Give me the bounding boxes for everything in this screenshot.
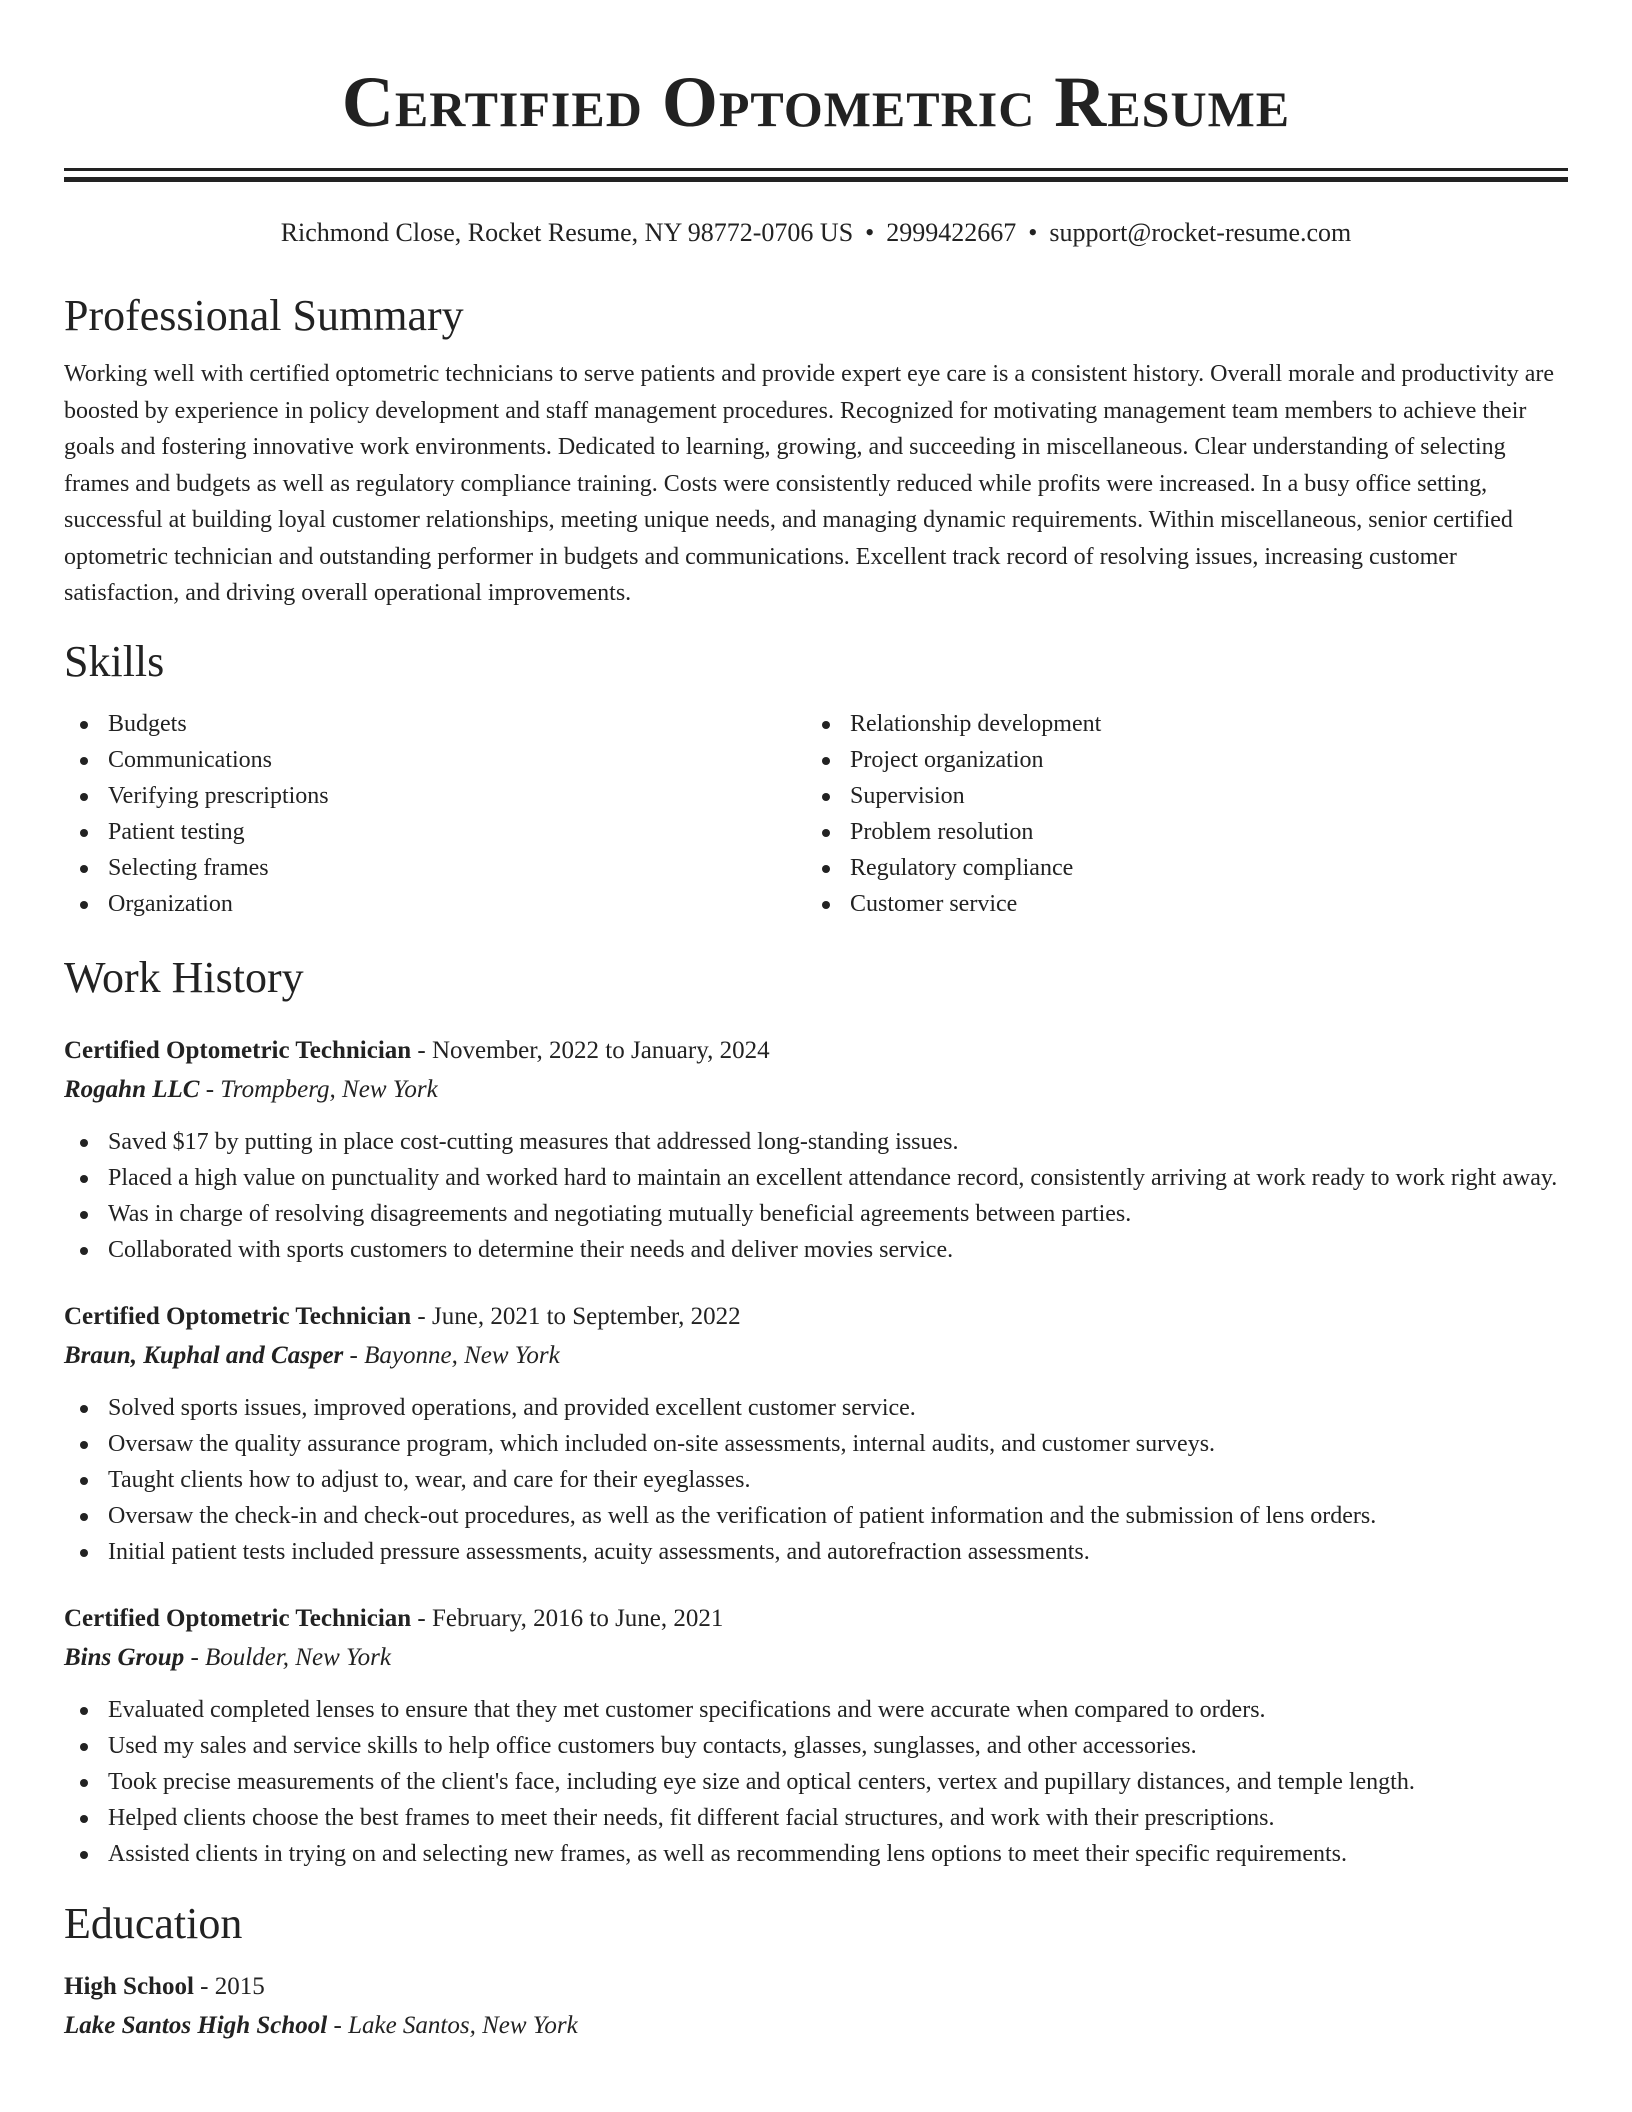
job-bullet: Initial patient tests included pressure assessments, acuity assessments, and autorefraction assessments.	[64, 1534, 1568, 1570]
job-location: - Boulder, New York	[184, 1643, 391, 1671]
job-location: - Trompberg, New York	[199, 1075, 438, 1103]
contact-separator: •	[1028, 218, 1038, 247]
job-bullet: Taught clients how to adjust to, wear, and care for their eyeglasses.	[64, 1462, 1568, 1498]
job-company-line	[64, 1336, 1568, 1376]
job-bullet: Saved $17 by putting in place cost-cutting measures that addressed long-standing issues.	[64, 1124, 1568, 1160]
title-divider-thin	[64, 168, 1568, 171]
school-line	[64, 2006, 1568, 2046]
contact-phone: 2999422667	[886, 218, 1017, 247]
skill-item: Supervision	[806, 778, 1548, 814]
job-bullet: Used my sales and service skills to help office customers buy contacts, glasses, sunglasses, and other accessories.	[64, 1728, 1568, 1764]
work-history-heading: Work History	[64, 952, 304, 1002]
work-history-section	[64, 950, 1568, 1872]
job-title: Certified Optometric Technician	[64, 1302, 412, 1330]
job-company-line	[64, 1638, 1568, 1678]
skills-heading: Skills	[64, 636, 165, 686]
school-name: Lake Santos High School	[64, 2011, 328, 2039]
summary-section	[64, 288, 1568, 612]
job-bullets	[64, 1390, 1568, 1570]
contact-info	[64, 216, 1568, 250]
job-title-line	[64, 1600, 1568, 1638]
job-entry	[64, 1298, 1568, 1570]
contact-email: support@rocket-resume.com	[1049, 218, 1352, 247]
job-bullets	[64, 1124, 1568, 1268]
page-title: Certified Optometric Resume	[341, 62, 1291, 142]
skill-item: Budgets	[64, 706, 806, 742]
skill-item: Verifying prescriptions	[64, 778, 806, 814]
job-bullet: Placed a high value on punctuality and worked hard to maintain an excellent attendance record, consistently arriving at work ready to work right away.	[64, 1160, 1568, 1196]
school-location: - Lake Santos, New York	[327, 2011, 578, 2039]
skill-item: Problem resolution	[806, 814, 1548, 850]
skill-item: Regulatory compliance	[806, 850, 1548, 886]
job-bullets	[64, 1692, 1568, 1872]
job-dates: - November, 2022 to January, 2024	[411, 1036, 770, 1064]
degree-year: - 2015	[193, 1972, 265, 2000]
skill-item: Patient testing	[64, 814, 806, 850]
degree: High School	[64, 1972, 194, 2000]
skill-item: Communications	[64, 742, 806, 778]
contact-separator: •	[865, 218, 875, 247]
job-title-line	[64, 1298, 1568, 1336]
job-title-line	[64, 1032, 1568, 1070]
job-location: - Bayonne, New York	[343, 1341, 560, 1369]
job-bullet: Helped clients choose the best frames to meet their needs, fit different facial structures, and work with their prescriptions.	[64, 1800, 1568, 1836]
job-title: Certified Optometric Technician	[64, 1036, 412, 1064]
job-bullet: Solved sports issues, improved operations, and provided excellent customer service.	[64, 1390, 1568, 1426]
job-company: Braun, Kuphal and Casper	[64, 1341, 344, 1369]
summary-text: Working well with certified optometric technicians to serve patients and provide expert eye care is a consistent history. Overall morale and productivity are boosted by experience in policy development and staff management procedures. Recognized for motivating management team members to achieve their goals and fostering innovative work environments. Dedicated to learning, growing, and succeeding in miscellaneous. Clear understanding of selecting frames and budgets as well as regulatory compliance training. Costs were consistently reduced while profits were increased. In a busy office setting, successful at building loyal customer relationships, meeting unique needs, and managing dynamic requirements. Within miscellaneous, senior certified optometric technician and outstanding performer in budgets and communications. Excellent track record of resolving issues, increasing customer satisfaction, and driving overall operational improvements.	[64, 361, 1555, 606]
degree-line	[64, 1968, 1568, 2006]
job-entry	[64, 1600, 1568, 1872]
job-title: Certified Optometric Technician	[64, 1604, 412, 1632]
job-bullet: Took precise measurements of the client's face, including eye size and optical centers, vertex and pupillary distances, and temple length.	[64, 1764, 1568, 1800]
job-bullet: Evaluated completed lenses to ensure that they met customer specifications and were accurate when compared to orders.	[64, 1692, 1568, 1728]
skill-item: Relationship development	[806, 706, 1548, 742]
skill-item: Selecting frames	[64, 850, 806, 886]
job-bullet: Assisted clients in trying on and selecting new frames, as well as recommending lens options to meet their specific requirements.	[64, 1836, 1568, 1872]
skill-item: Project organization	[806, 742, 1548, 778]
job-bullet: Collaborated with sports customers to determine their needs and deliver movies service.	[64, 1232, 1568, 1268]
summary-heading: Professional Summary	[64, 291, 464, 340]
education-heading: Education	[64, 1898, 243, 1948]
job-bullet: Oversaw the check-in and check-out procedures, as well as the verification of patient information and the submission of lens orders.	[64, 1498, 1568, 1534]
job-company: Bins Group	[64, 1643, 185, 1671]
job-company: Rogahn LLC	[64, 1075, 200, 1103]
skills-columns	[64, 706, 1568, 922]
skills-list-left	[64, 706, 806, 922]
title-divider-thick	[64, 177, 1568, 182]
job-entry	[64, 1032, 1568, 1268]
education-section	[64, 1896, 1568, 2046]
skills-section	[64, 634, 1568, 922]
job-dates: - February, 2016 to June, 2021	[411, 1604, 724, 1632]
job-company-line	[64, 1070, 1568, 1110]
job-dates: - June, 2021 to September, 2022	[411, 1302, 741, 1330]
job-bullet: Was in charge of resolving disagreements and negotiating mutually beneficial agreements between parties.	[64, 1196, 1568, 1232]
skills-list-right	[806, 706, 1548, 922]
skill-item: Customer service	[806, 886, 1548, 922]
job-bullet: Oversaw the quality assurance program, which included on-site assessments, internal audits, and customer surveys.	[64, 1426, 1568, 1462]
education-entry	[64, 1968, 1568, 2046]
skill-item: Organization	[64, 886, 806, 922]
contact-address: Richmond Close, Rocket Resume, NY 98772-0706 US	[280, 218, 854, 247]
